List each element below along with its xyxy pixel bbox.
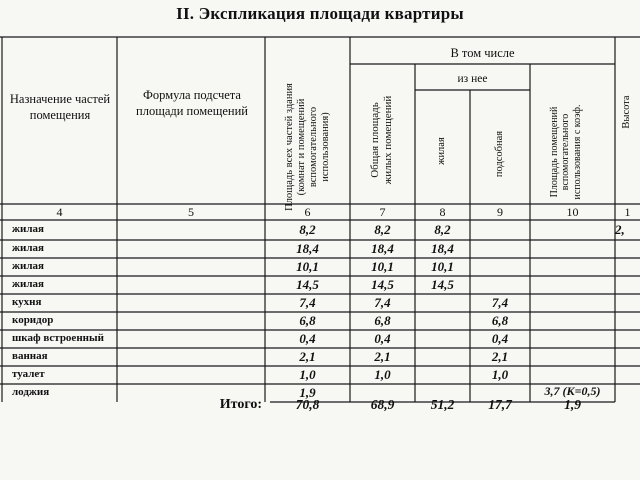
col-number-10: 10 — [566, 205, 579, 219]
room-name: коридор — [12, 314, 54, 326]
row-living-total: 8,2 — [374, 222, 391, 237]
header-group: В том числе — [450, 46, 515, 60]
total-area: 70,8 — [295, 397, 320, 412]
row-total-area: 0,4 — [299, 331, 316, 346]
header-subgroup: из нее — [457, 73, 488, 85]
header-formula: Формула подсчета площади помещений — [136, 88, 248, 118]
col-number-4: 4 — [56, 205, 63, 219]
col-number-6: 6 — [304, 205, 311, 219]
header-living-total: Общая площадь жилых помещений — [369, 95, 394, 185]
row-total-area: 6,8 — [299, 313, 316, 328]
header-auxiliary: подсобная — [493, 130, 505, 178]
row-living-total: 0,4 — [374, 331, 391, 346]
row-living-total: 2,1 — [374, 349, 391, 364]
col-number-11: 1 — [624, 205, 631, 219]
row-total-area: 7,4 — [299, 295, 316, 310]
row-living: 10,1 — [431, 259, 454, 274]
row-auxiliary: 0,4 — [491, 331, 509, 346]
room-name: ванная — [12, 350, 48, 362]
total-aux-coef: 1,9 — [564, 397, 581, 412]
total-living-total: 68,9 — [370, 397, 395, 412]
room-name: жилая — [12, 278, 44, 290]
room-name: жилая — [12, 242, 44, 254]
total-living: 51,2 — [430, 397, 455, 412]
row-living-total: 7,4 — [374, 295, 391, 310]
total-label: Итого: — [219, 397, 262, 412]
header-living: жилая — [435, 137, 447, 165]
row-total-area: 10,1 — [296, 259, 319, 274]
row-auxiliary: 6,8 — [491, 313, 509, 328]
header-aux-coef: Площадь помещений вспомогательного использования с коэф. — [548, 104, 583, 200]
header-total-area: Площадь всех частей здания (комнат и помещений вспомогательного использования) — [283, 83, 332, 211]
row-living-total: 14,5 — [371, 277, 394, 292]
row-living-total: 1,0 — [374, 367, 391, 382]
page-title: II. Экспликация площади квартиры — [176, 4, 464, 23]
row-total-area: 8,2 — [299, 222, 316, 237]
room-name: жилая — [12, 260, 44, 272]
row-total-area: 1,0 — [299, 367, 316, 382]
row-living: 14,5 — [431, 277, 454, 292]
total-auxiliary: 17,7 — [488, 397, 512, 412]
row-aux-coef: 3,7 (К=0,5) — [544, 384, 601, 398]
row-living-total: 18,4 — [371, 241, 394, 256]
room-name: лоджия — [12, 386, 50, 398]
header-purpose: Назначение частей помещения — [9, 92, 111, 122]
room-name: туалет — [12, 368, 45, 380]
col-number-5: 5 — [188, 205, 194, 219]
row-living: 18,4 — [431, 241, 454, 256]
row-height: 2, — [615, 222, 625, 237]
room-name: кухня — [12, 296, 42, 308]
row-total-area: 2,1 — [299, 349, 316, 364]
row-auxiliary: 2,1 — [491, 349, 509, 364]
row-total-area: 18,4 — [296, 241, 319, 256]
col-number-8: 8 — [439, 205, 446, 219]
row-auxiliary: 7,4 — [491, 295, 509, 310]
header-height: Высота — [620, 95, 632, 129]
room-name: шкаф встроенный — [12, 332, 104, 344]
row-living-total: 10,1 — [371, 259, 394, 274]
room-name: жилая — [12, 223, 44, 235]
col-number-7: 7 — [379, 205, 386, 219]
row-living: 8,2 — [434, 222, 451, 237]
row-total-area: 14,5 — [296, 277, 319, 292]
row-living-total: 6,8 — [374, 313, 391, 328]
row-total-area: 1,9 — [299, 385, 316, 400]
col-number-9: 9 — [497, 205, 503, 219]
row-auxiliary: 1,0 — [491, 367, 509, 382]
